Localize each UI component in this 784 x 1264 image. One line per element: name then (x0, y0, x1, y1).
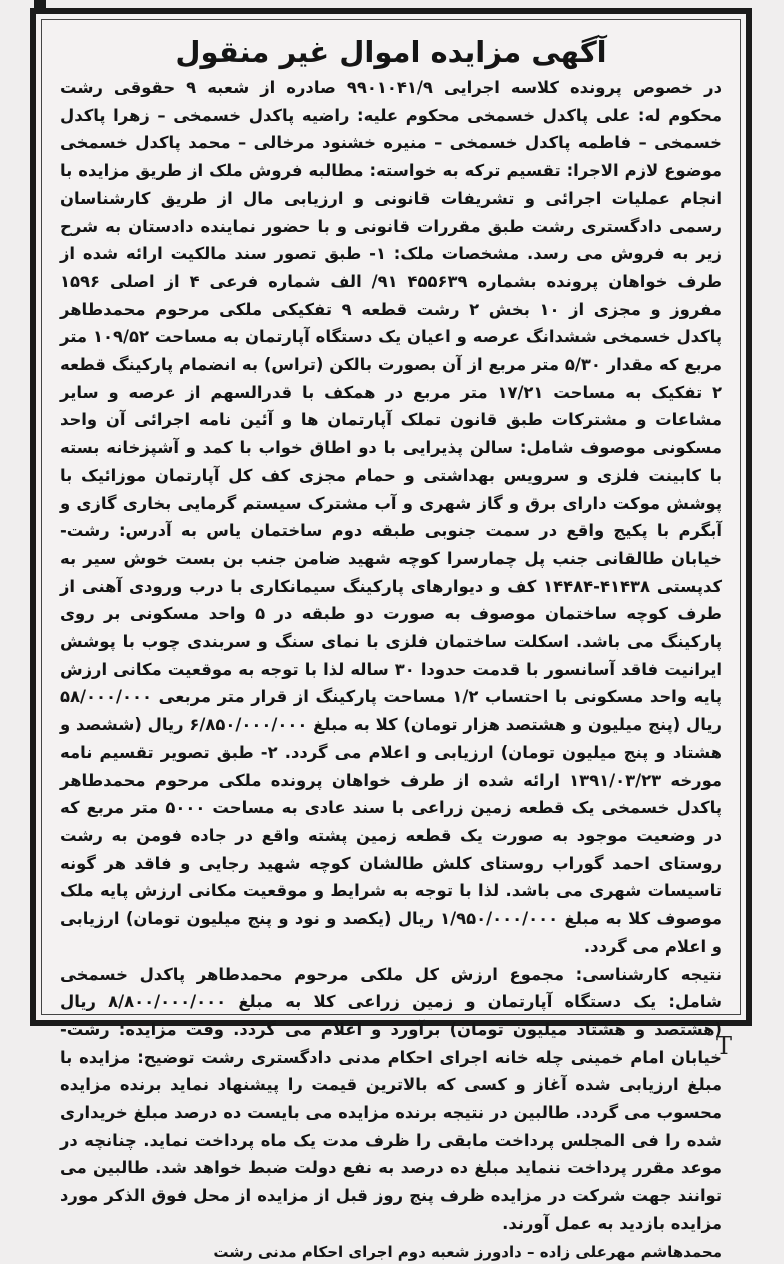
notice-body (60, 74, 722, 1238)
notice-inner (41, 19, 741, 1261)
notice-paragraph-2: نتیجه کارشناسی: مجموع ارزش کل ملکی مرحوم محمدطاهر پاکدل خسمخی شامل: یک دستگاه آپارتمان و زمین زراعی کلا به مبلغ ۸/۸۰۰/۰۰۰/۰۰۰ ریال (هشتصد و هشتاد میلیون تومان) برآورد و اعلام می گردد. وقت مزایده: رشت- خیابان امام خمینی چله خانه اجرای احکام مدنی دادگستری رشت توضیح: مزایده با مبلغ ارزیابی شده آغاز و کسی که بالاترین قیمت را پیشنهاد نماید برنده مزایده محسوب می گردد. طالبین در نتیجه برنده مزایده می بایست ده درصد مبلغ خریداری شده را فی المجلس پرداخت مابقی را ظرف مدت یک ماه پرداخت نماید. چنانچه در موعد مقرر پرداخت ننماید مبلغ ده درصد به نفع دولت ضبط خواهد شد. طالبین می توانند جهت شرکت در مزایده ظرف پنج روز قبل از مزایده از محل فوق الذکر مورد مزایده بازدید به عمل آورند. (60, 964, 722, 1233)
notice-signature: محمدهاشم مهرعلی زاده – دادورز شعبه دوم اجرای احکام مدنی رشت (213, 1242, 722, 1261)
page-marker: T (716, 1032, 733, 1060)
notice-title: آگهی مزایده اموال غیر منقول (175, 35, 607, 69)
notice-paragraph-1: در خصوص پرونده کلاسه اجرایی ۹۹۰۱۰۴۱/۹ صادره از شعبه ۹ حقوقی رشت محکوم له: علی پاکدل خسمخی محکوم علیه: راضیه پاکدل خسمخی – زهرا پاکدل خسمخی – فاطمه پاکدل خسمخی – منیره خشنود مرخالی – محمد پاکدل خسمخی موضوع لازم الاجرا: تقسیم ترکه به خواسته: مطالبه فروش ملک از طریق مزایده با انجام عملیات اجرائی و تشریفات قانونی و ارزیابی مال از طریق کارشناسان رسمی دادگستری رشت طبق مقررات قانونی و با حضور نماینده دادستان به شرح زیر به فروش می رسد. مشخصات ملک: ۱- طبق تصور سند مالکیت ارائه شده از طرف خواهان پرونده بشماره ۴۵۵۶۳۹ ۹۱/ الف شماره فرعی ۴ از اصلی ۱۵۹۶ مفروز و مجزی از ۱۰ بخش ۲ رشت قطعه ۹ تفکیکی ملکی مرحوم محمدطاهر پاکدل خسمخی ششدانگ عرصه و اعیان یک دستگاه آپارتمان به مساحت ۱۰۹/۵۲ متر مربع که مقدار ۵/۳۰ متر مربع از آن بصورت بالکن (تراس) به انضمام پارکینگ قطعه ۲ تفکیک به مساحت ۱۷/۲۱ متر مربع در همکف با قدرالسهم از عرصه و سایر مشاعات و مشترکات طبق قانون تملک آپارتمان ها و آئین نامه اجرائی آن واحد مسکونی موصوف شامل: سالن پذیرایی با دو اطاق خواب با کمد و آشپزخانه بسته با کابینت فلزی و سرویس بهداشتی و حمام مجزی کف کل آپارتمان موزائیک با پوشش موکت دارای برق و گاز شهری و آب مشترک سیستم گرمایی بخاری گازی و آبگرم با پکیج واقع در سمت جنوبی طبقه دوم ساختمان یاس به آدرس: رشت- خیابان طالقانی جنب پل چمارسرا کوچه شهید ضامن جنب بن بست خوش سیر به کدپستی ۴۱۴۳۸-۱۴۴۸۴ کف و دیوارهای پارکینگ سیمانکاری با درب ورودی آهنی از طرف کوچه ساختمان موصوف به صورت دو طبقه در ۵ واحد مسکونی بر روی پارکینگ می باشد. اسکلت ساختمان فلزی با نمای سنگ و سربندی چوب با پوشش ایرانیت فاقد آسانسور با قدمت حدودا ۳۰ ساله لذا با توجه به موقعیت مکانی ارزش پایه واحد مسکونی با احتساب ۱/۲ مساحت پارکینگ از قرار متر مربعی ۵۸/۰۰۰/۰۰۰ ریال (پنج میلیون و هشتصد هزار تومان) کلا به مبلغ ۶/۸۵۰/۰۰۰/۰۰۰ ریال (ششصد و هشتاد و پنج میلیون تومان) ارزیابی و اعلام می گردد. ۲- طبق تصویر تقسیم نامه مورخه ۱۳۹۱/۰۳/۲۳ ارائه شده از طرف خواهان پرونده ملکی مرحوم محمدطاهر پاکدل خسمخی یک قطعه زمین زراعی با سند عادی به مساحت ۵۰۰۰ متر مربع که در وضعیت موجود به صورت یک قطعه زمین پشته واقع در جاده فومن به رشت روستای احمد گوراب روستای کلش طالشان کوچه شهید رجایی و فاقد هر گونه تاسیسات شهری می باشد. لذا با توجه به شرایط و موقعیت مکانی ارزش پایه ملک موصوف کلا به مبلغ ۱/۹۵۰/۰۰۰/۰۰۰ ریال (یکصد و نود و پنج میلیون تومان) ارزیابی و اعلام می گردد. (60, 78, 723, 956)
notice-frame (30, 8, 752, 1261)
